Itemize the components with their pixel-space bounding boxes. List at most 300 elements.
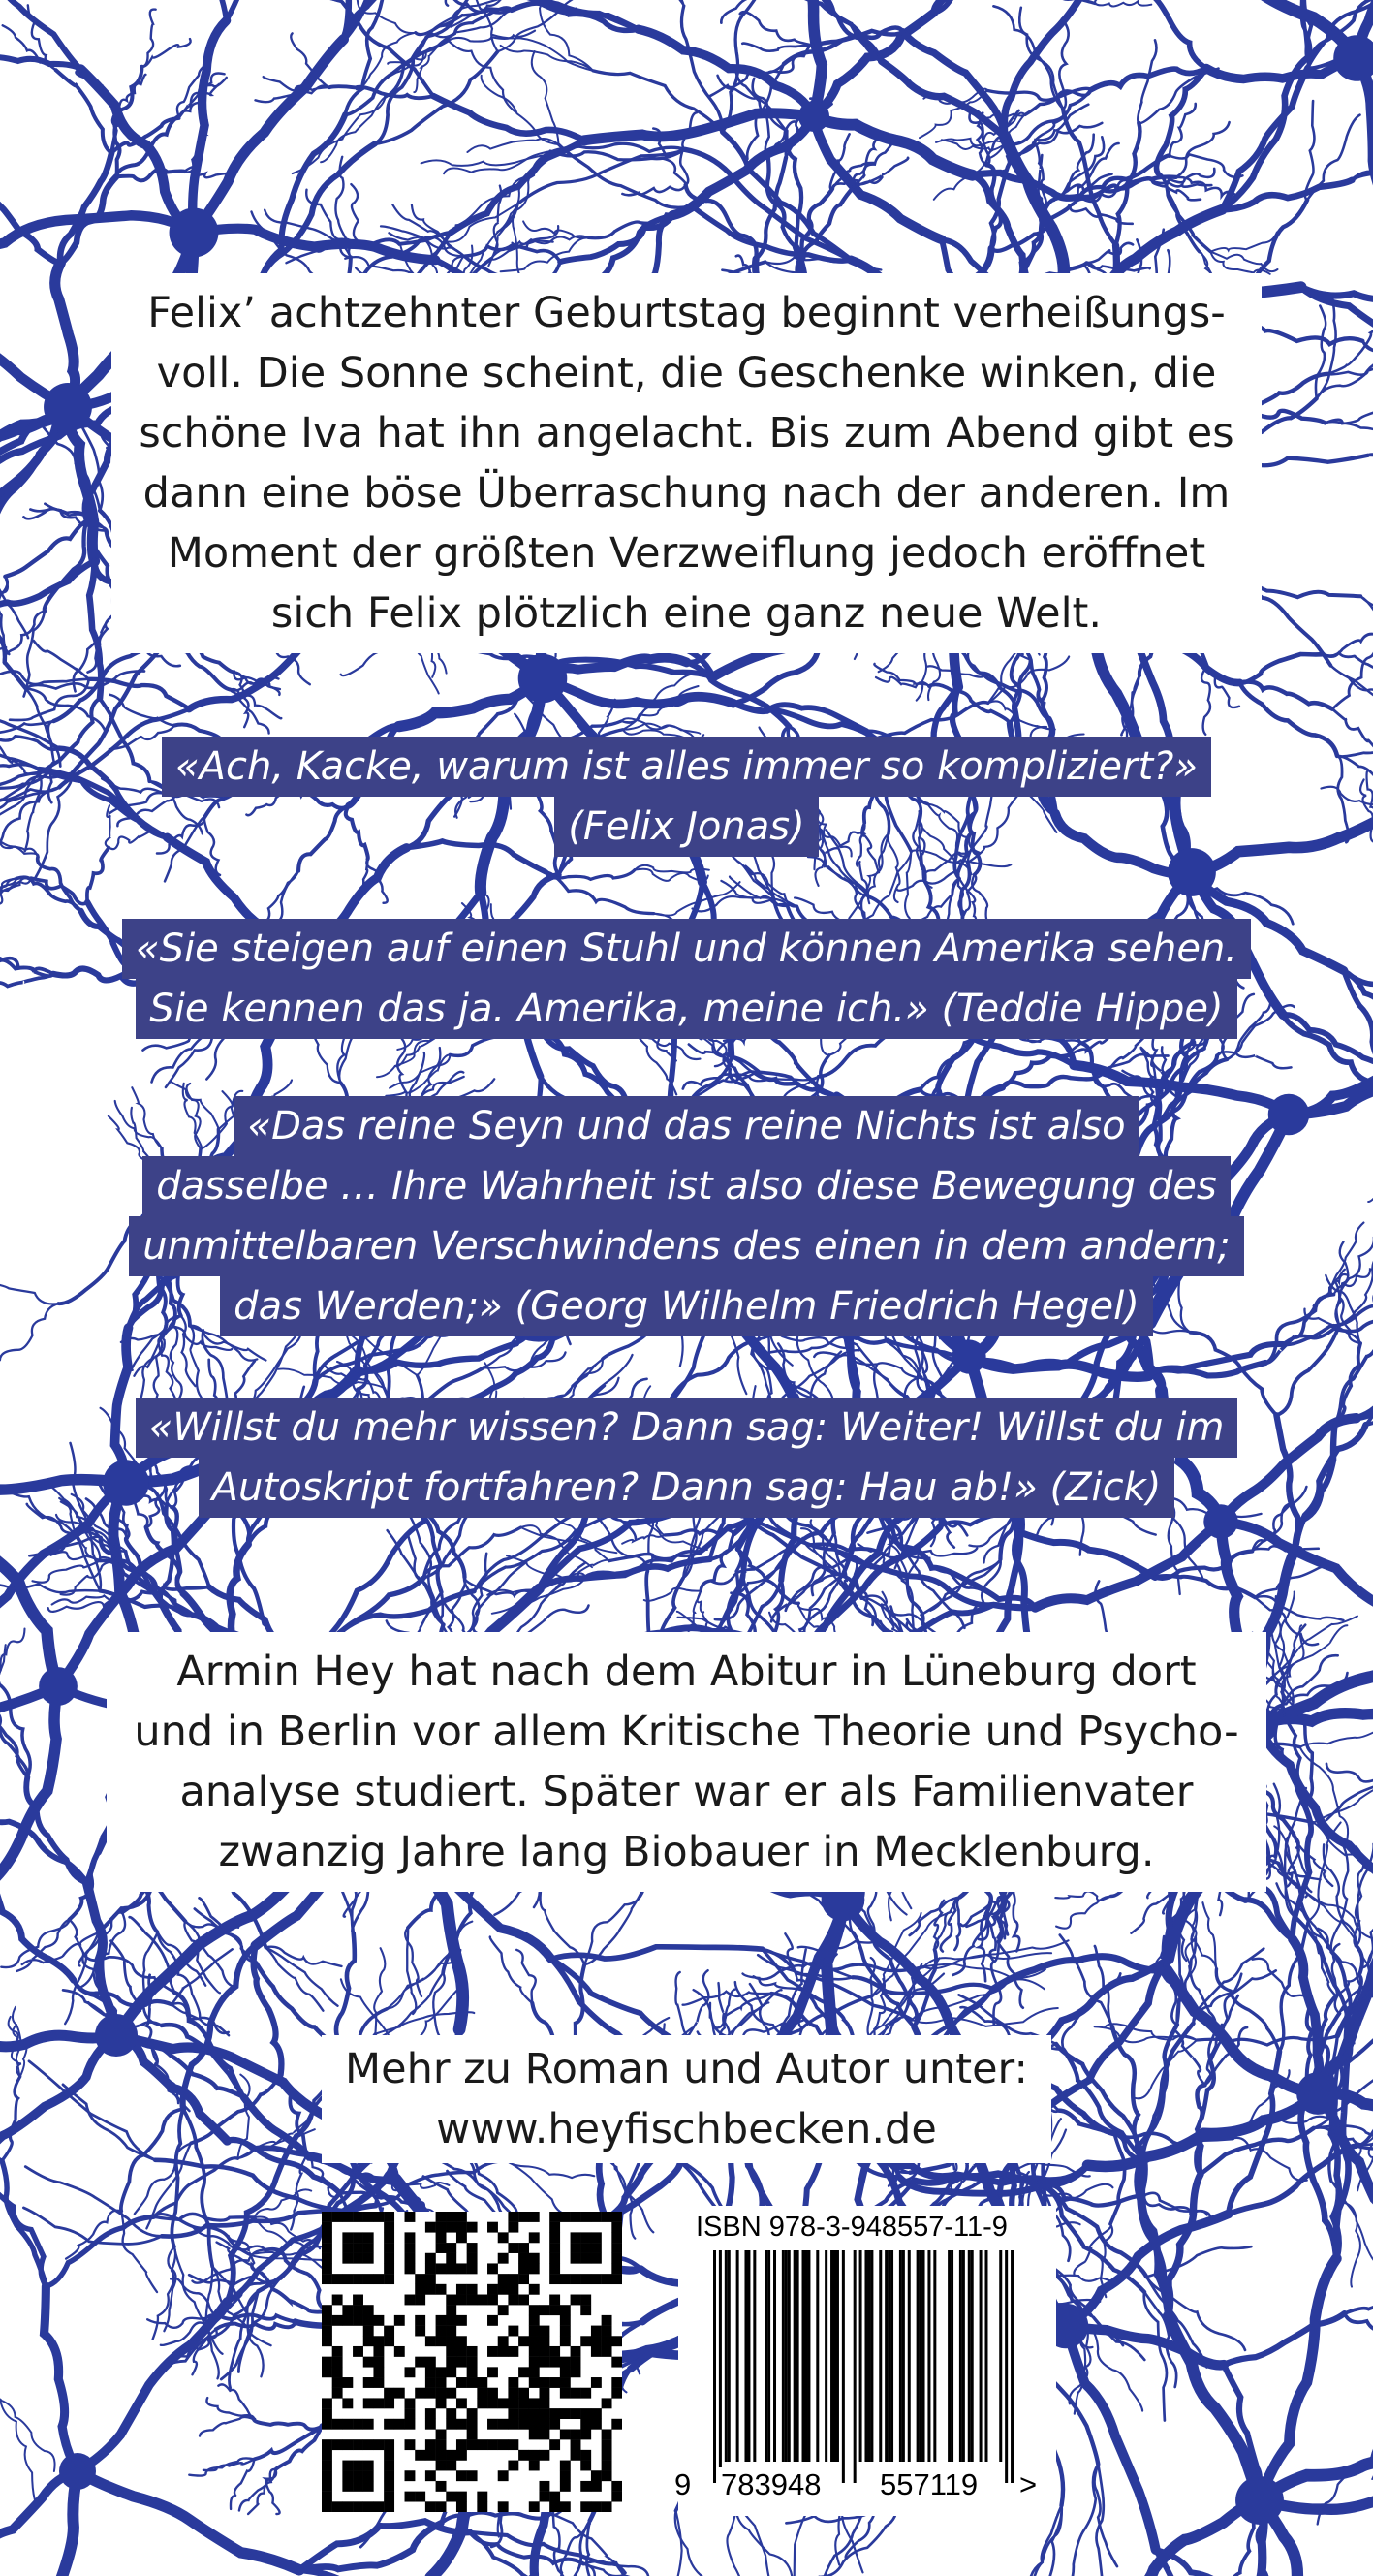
qr-module: [611, 2492, 622, 2502]
qr-module: [405, 2253, 416, 2264]
qr-module: [425, 2388, 436, 2399]
qr-module: [415, 2295, 425, 2306]
qr-module: [342, 2212, 353, 2222]
qr-module: [518, 2450, 529, 2461]
barcode-bar: [971, 2250, 974, 2462]
qr-module: [580, 2501, 591, 2512]
qr-module: [591, 2243, 602, 2253]
barcode-bar: [802, 2250, 805, 2462]
qr-module: [518, 2388, 529, 2399]
qr-module: [436, 2439, 447, 2450]
qr-module: [332, 2377, 343, 2388]
qr-module: [363, 2336, 374, 2346]
quote-line: unmittelbaren Verschwindens des einen in dem andern;: [129, 1216, 1244, 1276]
qr-module: [539, 2429, 549, 2439]
qr-module: [560, 2212, 571, 2222]
qr-module: [353, 2439, 363, 2450]
qr-module: [436, 2367, 447, 2377]
qr-module: [436, 2222, 447, 2233]
qr-module: [529, 2461, 540, 2471]
qr-module: [332, 2357, 343, 2368]
qr-module: [467, 2429, 478, 2439]
qr-module: [363, 2419, 374, 2430]
qr-module: [332, 2346, 343, 2357]
qr-module: [498, 2419, 509, 2430]
neuron-dendrite: [1056, 1897, 1111, 1929]
qr-module: [322, 2470, 332, 2481]
qr-module: [518, 2274, 529, 2284]
barcode-bar: [782, 2250, 785, 2462]
qr-module: [529, 2408, 540, 2419]
neuron-dendrite: [0, 2400, 54, 2471]
qr-module: [363, 2315, 374, 2326]
qr-module: [591, 2232, 602, 2243]
neuron-dendrite: [1240, 654, 1324, 683]
qr-module: [611, 2274, 622, 2284]
qr-module: [591, 2326, 602, 2337]
neuron-dendrite: [171, 1327, 182, 1399]
qr-module: [549, 2253, 560, 2264]
qr-module: [456, 2398, 467, 2408]
qr-module: [518, 2419, 529, 2430]
qr-module: [571, 2295, 581, 2306]
qr-module: [508, 2408, 518, 2419]
qr-module: [415, 2450, 425, 2461]
qr-module: [446, 2492, 456, 2502]
qr-module: [539, 2492, 549, 2502]
neuron-dendrite: [551, 1947, 763, 1960]
barcode-bar: [1005, 2250, 1008, 2483]
qr-module: [529, 2419, 540, 2430]
qr-module: [446, 2222, 456, 2233]
qr-module: [332, 2212, 343, 2222]
qr-module: [571, 2274, 581, 2284]
qr-module: [384, 2419, 394, 2430]
qr-module: [342, 2243, 353, 2253]
qr-module: [529, 2450, 540, 2461]
barcode-bar: [767, 2250, 770, 2462]
qr-module: [571, 2212, 581, 2222]
qr-module: [394, 2388, 405, 2399]
qr-module: [560, 2429, 571, 2439]
qr-module: [342, 2419, 353, 2430]
qr-module: [446, 2450, 456, 2461]
qr-module: [384, 2501, 394, 2512]
author-section: [0, 1632, 1373, 1892]
barcode-bar: [1011, 2250, 1014, 2483]
neuron-dendrite: [1240, 682, 1333, 709]
qr-module: [487, 2419, 498, 2430]
barcode-bar: [765, 2250, 767, 2462]
qr-module: [384, 2388, 394, 2399]
neuron-dendrite: [1013, 1891, 1019, 1952]
qr-module: [456, 2295, 467, 2306]
neuron-dendrite: [516, 1950, 536, 2003]
barcode-digits-right: 557119: [876, 2467, 982, 2502]
qr-module: [602, 2326, 612, 2337]
qr-module: [487, 2295, 498, 2306]
qr-module: [353, 2253, 363, 2264]
qr-module: [571, 2346, 581, 2357]
barcode-bar: [807, 2250, 810, 2462]
neuron-dendrite: [980, 1914, 986, 1982]
barcode-bar: [920, 2250, 922, 2462]
qr-module: [529, 2357, 540, 2368]
qr-module: [498, 2398, 509, 2408]
qr-module: [425, 2222, 436, 2233]
qr-module: [529, 2253, 540, 2264]
qr-module: [539, 2398, 549, 2408]
qr-module: [342, 2439, 353, 2450]
qr-module: [549, 2419, 560, 2430]
qr-module: [549, 2357, 560, 2368]
qr-module: [580, 2388, 591, 2399]
qr-module: [436, 2284, 447, 2295]
neuron-dendrite: [265, 0, 342, 2]
qr-module: [436, 2429, 447, 2439]
qr-module: [456, 2492, 467, 2502]
more-info-section: [0, 2035, 1373, 2163]
neuron-dendrite: [477, 0, 639, 29]
neuron-dendrite: [784, 31, 903, 64]
neuron-dendrite: [1018, 2505, 1061, 2576]
qr-module: [373, 2398, 384, 2408]
qr-module: [498, 2439, 509, 2450]
barcode-bar: [933, 2250, 936, 2462]
qr-module: [456, 2357, 467, 2368]
qr-module: [363, 2253, 374, 2264]
qr-module: [446, 2461, 456, 2471]
qr-module: [571, 2357, 581, 2368]
qr-module: [602, 2315, 612, 2326]
qr-module: [436, 2232, 447, 2243]
barcode-bar: [804, 2250, 807, 2462]
qr-module: [425, 2501, 436, 2512]
qr-module: [560, 2326, 571, 2337]
qr-module: [498, 2336, 509, 2346]
qr-module: [529, 2284, 540, 2295]
neuron-dendrite: [1260, 2259, 1336, 2501]
website-url[interactable]: www.heyfischbecken.de: [436, 2105, 937, 2153]
qr-module: [322, 2253, 332, 2264]
qr-module: [436, 2461, 447, 2471]
neuron-dendrite: [1005, 90, 1091, 145]
qr-module: [373, 2367, 384, 2377]
qr-module: [602, 2346, 612, 2357]
qr-module: [353, 2212, 363, 2222]
qr-module: [456, 2336, 467, 2346]
qr-module: [571, 2243, 581, 2253]
qr-module: [322, 2212, 332, 2222]
qr-module: [611, 2263, 622, 2274]
qr-module: [384, 2212, 394, 2222]
qr-module: [425, 2367, 436, 2377]
qr-module: [322, 2439, 332, 2450]
qr-module: [342, 2377, 353, 2388]
qr-module: [322, 2222, 332, 2233]
qr-module: [477, 2492, 487, 2502]
qr-module: [602, 2450, 612, 2461]
neuron-dendrite: [593, 71, 723, 132]
qr-module: [405, 2470, 416, 2481]
qr-module: [425, 2419, 436, 2430]
qr-module: [477, 2439, 487, 2450]
author-line: und in Berlin vor allem Kritische Theorie und Psycho-: [134, 1708, 1239, 1756]
qr-module: [539, 2336, 549, 2346]
qr-module: [549, 2232, 560, 2243]
blurb-line: Felix’ achtzehnter Geburtstag beginnt verheißungs-: [147, 289, 1226, 337]
quote-teddie-hippe: [0, 919, 1373, 1039]
qr-module: [373, 2357, 384, 2368]
qr-module: [580, 2481, 591, 2492]
qr-module: [384, 2481, 394, 2492]
neuron-dendrite: [78, 2302, 228, 2471]
qr-module: [332, 2315, 343, 2326]
qr-module: [456, 2450, 467, 2461]
barcode-bar: [736, 2250, 739, 2462]
qr-module: [529, 2398, 540, 2408]
qr-module: [580, 2243, 591, 2253]
qr-module: [446, 2367, 456, 2377]
qr-module: [487, 2439, 498, 2450]
qr-module: [436, 2377, 447, 2388]
qr-module: [436, 2326, 447, 2337]
qr-module: [467, 2243, 478, 2253]
neuron-dendrite: [682, 0, 711, 6]
qr-module: [322, 2419, 332, 2430]
barcode-bar: [836, 2250, 839, 2462]
barcode-digit-lead: 9: [674, 2467, 692, 2501]
qr-module: [322, 2492, 332, 2502]
barcode-bar: [785, 2250, 788, 2462]
blurb-section: [0, 273, 1373, 653]
qr-module: [322, 2274, 332, 2284]
qr-module: [580, 2450, 591, 2461]
qr-module: [456, 2315, 467, 2326]
neuron-dendrite: [189, 2458, 254, 2475]
qr-module: [549, 2305, 560, 2315]
neuron-dendrite: [1176, 122, 1230, 177]
qr-module: [456, 2419, 467, 2430]
barcode-quiet-mark: >: [1019, 2467, 1038, 2501]
qr-module: [580, 2274, 591, 2284]
qr-module: [425, 2450, 436, 2461]
qr-module: [487, 2284, 498, 2295]
qr-module: [560, 2305, 571, 2315]
qr-module: [363, 2439, 374, 2450]
barcode-bar: [917, 2250, 920, 2462]
qr-module: [518, 2243, 529, 2253]
qr-module: [353, 2470, 363, 2481]
neuron-dendrite: [1144, 2195, 1210, 2215]
qr-module: [446, 2263, 456, 2274]
qr-module: [487, 2346, 498, 2357]
barcode-bar: [854, 2250, 857, 2483]
qr-module: [446, 2336, 456, 2346]
qr-module: [580, 2212, 591, 2222]
qr-module: [498, 2274, 509, 2284]
qr-module: [405, 2398, 416, 2408]
neuron-dendrite: [721, 881, 787, 906]
qr-module: [322, 2481, 332, 2492]
qr-module: [384, 2470, 394, 2481]
qr-module: [518, 2408, 529, 2419]
qr-module: [508, 2461, 518, 2471]
qr-module: [322, 2315, 332, 2326]
qr-module: [549, 2222, 560, 2233]
qr-module: [602, 2461, 612, 2471]
qr-module: [611, 2377, 622, 2388]
qr-module: [436, 2481, 447, 2492]
qr-module: [405, 2232, 416, 2243]
qr-module: [363, 2398, 374, 2408]
qr-module: [508, 2377, 518, 2388]
neuron-dendrite: [740, 12, 814, 45]
neuron-dendrite: [1002, 1077, 1094, 1087]
qr-module: [529, 2305, 540, 2315]
barcode-bar: [888, 2250, 890, 2462]
qr-module: [611, 2419, 622, 2430]
neuron-dendrite: [0, 2400, 35, 2499]
qr-module: [467, 2377, 478, 2388]
qr-module: [549, 2439, 560, 2450]
qr-module: [591, 2501, 602, 2512]
neuron-dendrite: [1357, 58, 1373, 264]
qr-module: [446, 2315, 456, 2326]
qr-module: [342, 2470, 353, 2481]
more-info-text: Mehr zu Roman und Autor unter:: [345, 2045, 1028, 2093]
qr-module: [539, 2450, 549, 2461]
qr-module: [425, 2253, 436, 2264]
qr-module: [373, 2212, 384, 2222]
author-line: Armin Hey hat nach dem Abitur in Lüneburg dort: [176, 1648, 1197, 1696]
neuron-dendrite: [1201, 666, 1210, 735]
qr-module: [467, 2408, 478, 2419]
qr-module: [456, 2284, 467, 2295]
qr-module: [322, 2367, 332, 2377]
qr-module: [384, 2253, 394, 2264]
author-box: [107, 1632, 1265, 1892]
qr-module: [560, 2470, 571, 2481]
quote-line: Sie kennen das ja. Amerika, meine ich.» (Teddie Hippe): [136, 979, 1236, 1039]
qr-module: [529, 2212, 540, 2222]
barcode-bar: [713, 2250, 716, 2483]
qr-module: [363, 2305, 374, 2315]
neuron-dendrite: [0, 1880, 74, 1980]
qr-module: [560, 2315, 571, 2326]
barcode-bar: [922, 2250, 925, 2462]
qr-module: [322, 2336, 332, 2346]
qr-module: [353, 2274, 363, 2284]
qr-module: [467, 2346, 478, 2357]
qr-module: [384, 2243, 394, 2253]
qr-module: [353, 2346, 363, 2357]
isbn-barcode: [703, 2250, 1023, 2483]
qr-module: [363, 2212, 374, 2222]
qr-module: [456, 2222, 467, 2233]
qr-module: [539, 2305, 549, 2315]
qr-module: [498, 2253, 509, 2264]
barcode-bar: [867, 2250, 870, 2462]
qr-module: [384, 2232, 394, 2243]
blurb-line: dann eine böse Überraschung nach der anderen. Im: [142, 469, 1231, 518]
qr-module: [446, 2346, 456, 2357]
qr-module: [384, 2263, 394, 2274]
neuron-dendrite: [1144, 2292, 1167, 2421]
neuron-soma: [1235, 2476, 1284, 2525]
qr-module: [508, 2222, 518, 2233]
qr-module: [518, 2295, 529, 2306]
neuron-soma: [518, 654, 568, 704]
qr-module: [332, 2388, 343, 2399]
qr-module: [373, 2377, 384, 2388]
qr-module: [549, 2492, 560, 2502]
qr-module: [539, 2419, 549, 2430]
qr-module: [415, 2326, 425, 2337]
qr-module: [405, 2492, 416, 2502]
qr-module: [508, 2274, 518, 2284]
barcode-bar: [816, 2250, 819, 2462]
qr-module: [487, 2398, 498, 2408]
neuron-dendrite: [543, 678, 733, 704]
neuron-dendrite: [640, 0, 684, 6]
qr-module: [425, 2470, 436, 2481]
qr-module: [415, 2284, 425, 2295]
qr-module: [446, 2243, 456, 2253]
neuron-dendrite: [1020, 0, 1095, 4]
qr-module: [373, 2501, 384, 2512]
qr-module: [415, 2492, 425, 2502]
qr-module: [560, 2481, 571, 2492]
qr-module: [498, 2232, 509, 2243]
qr-module: [353, 2315, 363, 2326]
barcode-bar: [728, 2250, 731, 2462]
qr-module: [560, 2274, 571, 2284]
qr-module: [436, 2315, 447, 2326]
qr-module: [436, 2450, 447, 2461]
qr-module: [498, 2501, 509, 2512]
neuron-dendrite: [407, 1928, 416, 2014]
author-line: analyse studiert. Später war er als Familienvater: [179, 1768, 1194, 1816]
qr-module: [529, 2232, 540, 2243]
qr-module: [425, 2439, 436, 2450]
barcode-bar: [825, 2250, 827, 2462]
barcode-bar: [999, 2250, 1002, 2462]
qr-module: [611, 2232, 622, 2243]
qr-module: [405, 2212, 416, 2222]
qr-module: [467, 2263, 478, 2274]
qr-module: [508, 2439, 518, 2450]
qr-module: [342, 2274, 353, 2284]
qr-module: [456, 2263, 467, 2274]
qr-module: [591, 2481, 602, 2492]
neuron-dendrite: [23, 2208, 162, 2245]
neuron-dendrite: [561, 2524, 590, 2576]
qr-module: [498, 2284, 509, 2295]
qr-module: [487, 2388, 498, 2399]
qr-module: [508, 2212, 518, 2222]
qr-module: [498, 2305, 509, 2315]
qr-module: [560, 2388, 571, 2399]
qr-module: [415, 2315, 425, 2326]
qr-module: [384, 2222, 394, 2233]
barcode-bar: [864, 2250, 867, 2462]
qr-module: [436, 2388, 447, 2399]
neuron-dendrite: [370, 1973, 443, 2045]
qr-module: [580, 2408, 591, 2419]
qr-code[interactable]: [322, 2212, 622, 2512]
barcode-bar: [984, 2250, 987, 2462]
